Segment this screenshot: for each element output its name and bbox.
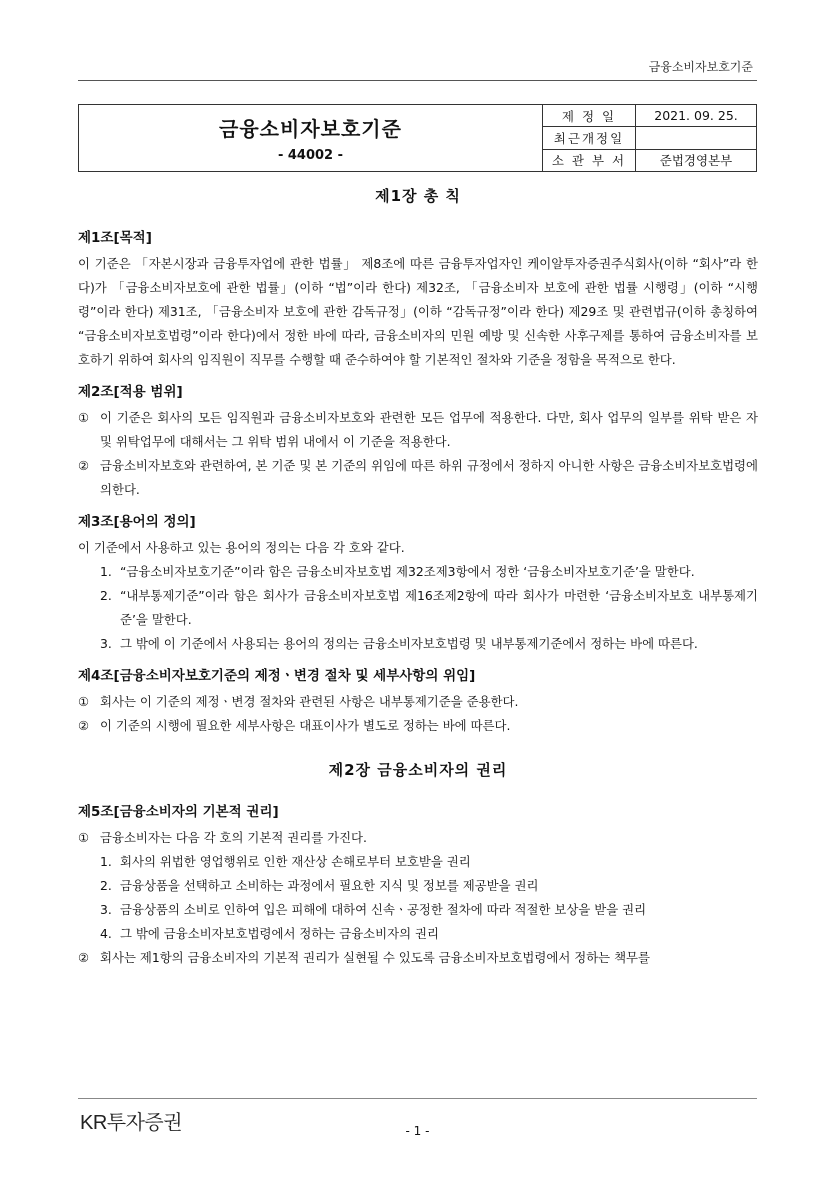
article-title: 제2조[적용 범위] bbox=[78, 384, 183, 400]
list-item bbox=[100, 898, 758, 922]
item-number: 1. bbox=[100, 564, 112, 579]
article-title: 제1조[목적] bbox=[78, 230, 152, 246]
title-cell bbox=[79, 105, 543, 171]
clause-text: 회사는 제1항의 금융소비자의 기본적 권리가 실현될 수 있도록 금융소비자보호법령에서 정하는 책무를 bbox=[100, 950, 650, 965]
page-number: - 1 - bbox=[405, 1124, 430, 1138]
meta-value bbox=[636, 127, 756, 148]
clause-number: ② bbox=[78, 718, 90, 733]
clause-number: ② bbox=[78, 950, 90, 965]
item-number: 2. bbox=[100, 588, 112, 603]
list-item bbox=[100, 560, 758, 584]
footer-divider bbox=[78, 1098, 757, 1099]
item-text: 그 밖에 이 기준에서 사용되는 용어의 정의는 금융소비자보호법령 및 내부통제기준에서 정하는 바에 따른다. bbox=[120, 636, 698, 651]
meta-key: 최근개정일 bbox=[543, 127, 636, 148]
list-item bbox=[100, 874, 758, 898]
chapter-heading: 제2장 금융소비자의 권리 bbox=[328, 761, 508, 779]
article-5 bbox=[78, 800, 758, 970]
clause bbox=[78, 406, 758, 454]
document-body bbox=[78, 184, 758, 978]
item-text: “금융소비자보호기준”이라 함은 금융소비자보호법 제32조제3항에서 정한 ‘금융소비자보호기준’을 말한다. bbox=[120, 564, 695, 579]
item-text: “내부통제기준”이라 함은 회사가 금융소비자보호법 제16조제2항에 따라 회사가 마련한 ‘금융소비자보호 내부통제기준’을 말한다. bbox=[120, 588, 758, 627]
title-box bbox=[78, 104, 757, 172]
clause-text: 이 기준의 시행에 필요한 세부사항은 대표이사가 별도로 정하는 바에 따른다. bbox=[100, 718, 511, 733]
meta-value: 준법경영본부 bbox=[659, 153, 733, 169]
item-text: 금융상품의 소비로 인하여 입은 피해에 대하여 신속ㆍ공정한 절차에 따라 적절한 보상을 받을 권리 bbox=[120, 902, 647, 917]
document-title: 금융소비자보호기준 bbox=[219, 117, 402, 141]
article-title: 제4조[금융소비자보호기준의 제정ㆍ변경 절차 및 세부사항의 위임] bbox=[78, 668, 476, 684]
list-item bbox=[100, 632, 758, 656]
article-intro: 이 기준에서 사용하고 있는 용어의 정의는 다음 각 호와 같다. bbox=[78, 540, 405, 555]
article-title: 제5조[금융소비자의 기본적 권리] bbox=[78, 804, 279, 820]
clause-number: ① bbox=[78, 410, 90, 425]
meta-key: 제 정 일 bbox=[543, 105, 636, 126]
item-number: 3. bbox=[100, 902, 112, 917]
item-number: 1. bbox=[100, 854, 112, 869]
article-1 bbox=[78, 226, 758, 372]
clause bbox=[78, 946, 758, 970]
clause-text: 회사는 이 기준의 제정ㆍ변경 절차와 관련된 사항은 내부통제기준을 준용한다. bbox=[100, 694, 519, 709]
article-4 bbox=[78, 664, 758, 738]
document-code: - 44002 - bbox=[277, 148, 344, 163]
item-text: 금융상품을 선택하고 소비하는 과정에서 필요한 지식 및 정보를 제공받을 권리 bbox=[120, 878, 539, 893]
clause bbox=[78, 826, 758, 850]
article-text: 이 기준은 「자본시장과 금융투자업에 관한 법률」 제8조에 따른 금융투자업자인 케이알투자증권주식회사(이하 “회사”라 한다)가 「금융소비자보호에 관한 법률」(이하 “법”이라 한다) 제32조, 「금융소비자 보호에 관한 법률 시행령」(이하 “시행령”이라 한다) 제31조, 「금융소비자 보호에 관한 감독규정」(이하 “감독규정”이라 한다) 제29조 및 관련법규(이하 총칭하여 “금융소비자보호법령”이라 한다)에서 정한 바에 따라, 금융소비자의 민원 예방 및 신속한 사후구제를 통하여 금융소비자를 보호하기 위하여 회사의 임직원이 직무를 수행할 때 준수하여야 할 기본적인 절차와 기준을 정함을 목적으로 한다. bbox=[78, 256, 758, 367]
clause-number: ② bbox=[78, 458, 90, 473]
clause bbox=[78, 454, 758, 502]
company-logo: KR투자증권 bbox=[80, 1112, 183, 1134]
meta-table bbox=[543, 105, 756, 171]
list-item bbox=[100, 922, 758, 946]
clause-number: ① bbox=[78, 830, 90, 845]
meta-key: 소 관 부 서 bbox=[543, 150, 636, 171]
clause bbox=[78, 714, 758, 738]
article-2 bbox=[78, 380, 758, 502]
item-number: 2. bbox=[100, 878, 112, 893]
header-divider bbox=[78, 80, 757, 81]
list-item bbox=[100, 850, 758, 874]
item-number: 3. bbox=[100, 636, 112, 651]
item-number: 4. bbox=[100, 926, 112, 941]
meta-row-department bbox=[543, 150, 756, 171]
meta-row-revised bbox=[543, 127, 756, 149]
clause-number: ① bbox=[78, 694, 90, 709]
clause bbox=[78, 690, 758, 714]
chapter-heading: 제1장 총 칙 bbox=[375, 187, 461, 205]
item-text: 그 밖에 금융소비자보호법령에서 정하는 금융소비자의 권리 bbox=[120, 926, 439, 941]
clause-text: 금융소비자는 다음 각 호의 기본적 권리를 가진다. bbox=[100, 830, 367, 845]
article-3 bbox=[78, 510, 758, 656]
item-text: 회사의 위법한 영업행위로 인한 재산상 손해로부터 보호받을 권리 bbox=[120, 854, 471, 869]
running-header: 금융소비자보호기준 bbox=[648, 60, 753, 74]
list-item bbox=[100, 584, 758, 632]
meta-value: 2021. 09. 25. bbox=[654, 108, 738, 124]
article-title: 제3조[용어의 정의] bbox=[78, 514, 196, 530]
clause-text: 금융소비자보호와 관련하여, 본 기준 및 본 기준의 위임에 따른 하위 규정에서 정하지 아니한 사항은 금융소비자보호법령에 의한다. bbox=[100, 458, 758, 497]
clause-text: 이 기준은 회사의 모든 임직원과 금융소비자보호와 관련한 모든 업무에 적용한다. 다만, 회사 업무의 일부를 위탁 받은 자 및 위탁업무에 대해서는 그 위탁 범위 내에서 이 기준을 적용한다. bbox=[100, 410, 758, 449]
meta-row-enacted bbox=[543, 105, 756, 127]
